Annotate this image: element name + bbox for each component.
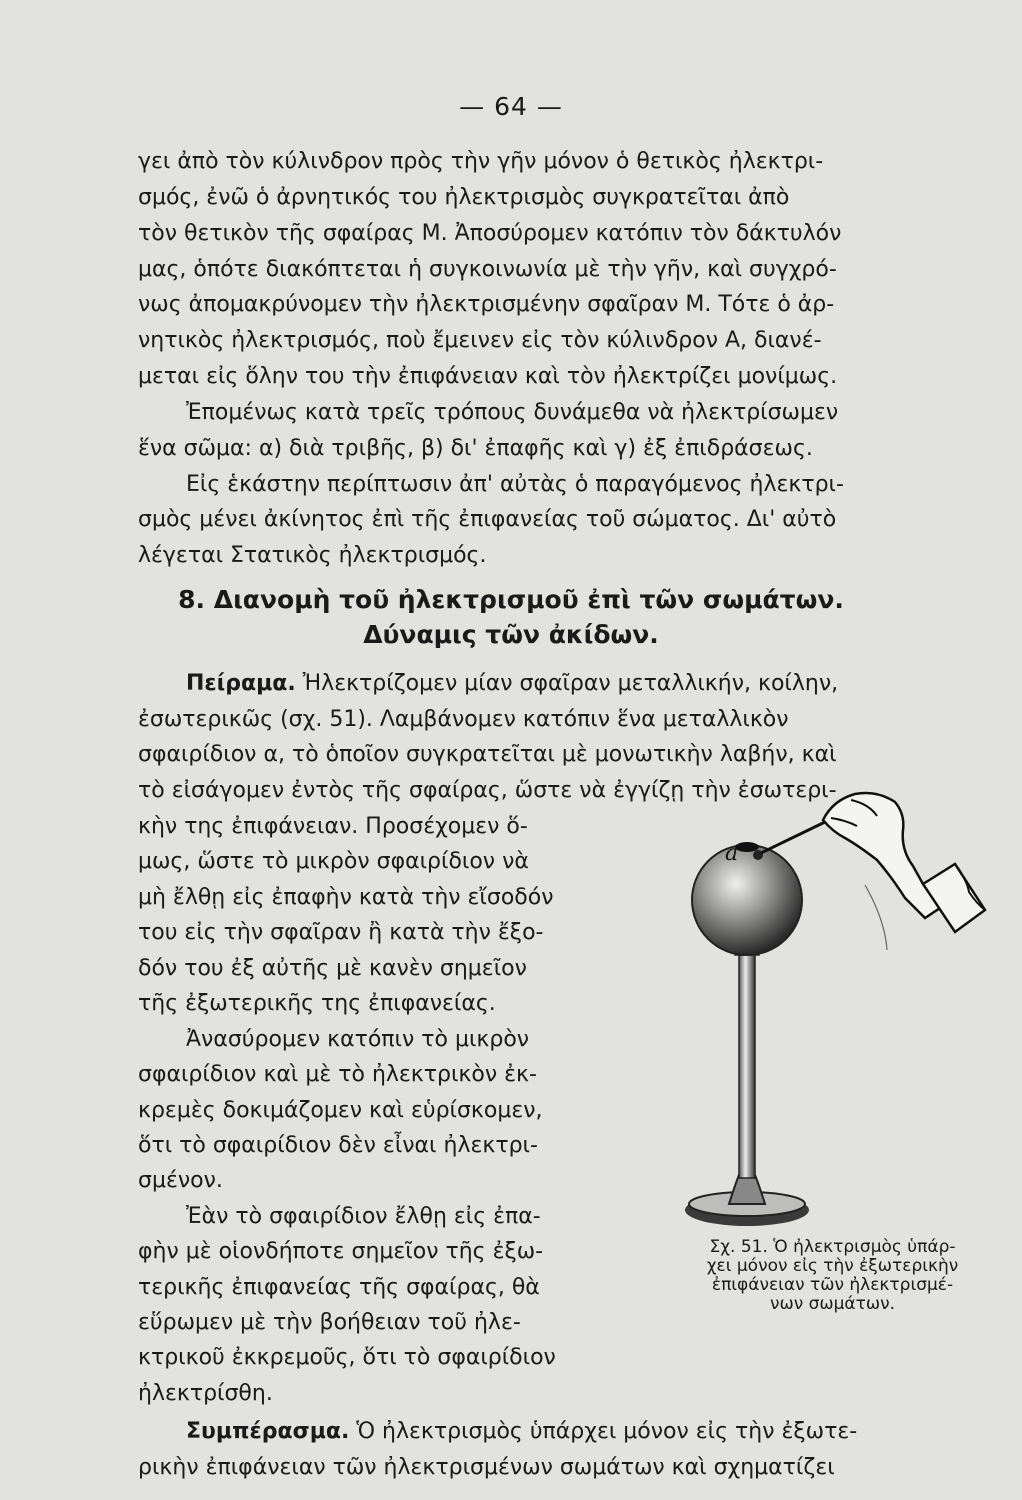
text-line: δόν του ἐξ αὐτῆς μὲ κανὲν σημεῖον xyxy=(138,956,527,981)
conclusion-text: Ὁ ἠλεκτρισμὸς ὑπάρχει μόνον εἰς τὴν ἐξωτε- xyxy=(349,1419,858,1444)
caption-line: νων σωμάτων. xyxy=(769,1294,896,1314)
text-line: ἕνα σῶμα: α) διὰ τριβῆς, β) δι' ἐπαφῆς καὶ γ) ἐξ ἐπιδράσεως. xyxy=(138,436,813,461)
text-line: τῆς ἐξωτερικῆς της ἐπιφανείας. xyxy=(138,991,496,1016)
text-line: εὕρωμεν μὲ τὴν βοήθειαν τοῦ ἠλε- xyxy=(138,1310,521,1335)
caption-line: Σχ. 51. Ὁ ἠλεκτρισμὸς ὑπάρ- xyxy=(709,1237,956,1257)
text-line: του εἰς τὴν σφαῖραν ἢ κατὰ τὴν ἔξο- xyxy=(138,920,544,945)
text-line: ἐσωτερικῶς (σχ. 51). Λαμβάνομεν κατόπιν ἕνα μεταλλικὸν xyxy=(138,707,789,732)
text-line: γει ἀπὸ τὸν κύλινδρον πρὸς τὴν γῆν μόνον ὁ θετικὸς ἠλεκτρι- xyxy=(138,149,824,174)
text-line: ἠλεκτρίσθη. xyxy=(138,1381,273,1406)
text-line: κὴν της ἐπιφάνειαν. Προσέχομεν ὅ- xyxy=(138,814,528,839)
text-line: σφαιρίδιον α, τὸ ὁποῖον συγκρατεῖται μὲ μονωτικὴν λαβήν, καὶ xyxy=(138,742,837,767)
text-line: ὅτι τὸ σφαιρίδιον δὲν εἶναι ἠλεκτρι- xyxy=(138,1133,538,1158)
text-line: σμός, ἐνῶ ὁ ἀρνητικός του ἠλεκτρισμὸς συγκρατεῖται ἀπὸ xyxy=(138,185,790,210)
text-line: Ἐὰν τὸ σφαιρίδιον ἔλθῃ εἰς ἐπα- xyxy=(186,1204,541,1229)
experiment-text: Ἠλεκτρίζομεν μίαν σφαῖραν μεταλλικήν, κοίλην, xyxy=(295,671,839,696)
text-line: μεται εἰς ὅλην του τὴν ἐπιφάνειαν καὶ τὸν ἠλεκτρίζει μονίμως. xyxy=(138,364,838,389)
figure-caption xyxy=(660,1238,1005,1314)
text-line: Ἀνασύρομεν κατόπιν τὸ μικρὸν xyxy=(186,1027,530,1052)
text-line: σμὸς μένει ἀκίνητος ἐπὶ τῆς ἐπιφανείας τοῦ σώματος. Δι' αὐτὸ xyxy=(138,507,837,532)
text-line: σφαιρίδιον καὶ μὲ τὸ ἠλεκτρικὸν ἐκ- xyxy=(138,1062,537,1087)
text-line: φὴν μὲ οἱονδήποτε σημεῖον τῆς ἐξω- xyxy=(138,1239,544,1264)
page-number: — 64 — xyxy=(459,92,563,121)
text-line: Εἰς ἑκάστην περίπτωσιν ἀπ' αὐτὰς ὁ παραγόμενος ἠλεκτρι- xyxy=(186,472,844,497)
sphere-on-stand-illustration xyxy=(655,780,1005,1250)
text-line: μας, ὁπότε διακόπτεται ἡ συγκοινωνία μὲ τὴν γῆν, καὶ συγχρό- xyxy=(138,257,837,282)
text-line: νως ἀπομακρύνομεν τὴν ἠλεκτρισμένην σφαῖραν Μ. Τότε ὁ ἀρ- xyxy=(138,292,835,317)
section-subheading: Δύναμις τῶν ἀκίδων. xyxy=(363,620,659,649)
text-line: μὴ ἔλθῃ εἰς ἐπαφὴν κατὰ τὴν εἴσοδόν xyxy=(138,885,554,910)
text-line: κρεμὲς δοκιμάζομεν καὶ εὑρίσκομεν, xyxy=(138,1098,543,1123)
experiment-label: Πείραμα. xyxy=(186,671,296,696)
figure-label-a: a xyxy=(725,841,739,866)
text-line: νητικὸς ἠλεκτρισμός, ποὺ ἔμεινεν εἰς τὸν κύλινδρον Α, διανέ- xyxy=(138,328,822,353)
caption-line: ἐπιφάνειαν τῶν ἠλεκτρισμέ- xyxy=(711,1275,954,1295)
text-line: τὸ εἰσάγομεν ἐντὸς τῆς σφαίρας, ὥστε νὰ ἐγγίζῃ τὴν ἐσωτερι- xyxy=(138,778,837,803)
text-line: σμένον. xyxy=(138,1168,223,1193)
text-line: τὸν θετικὸν τῆς σφαίρας Μ. Ἀποσύρομεν κατόπιν τὸν δάκτυλόν xyxy=(138,221,842,246)
conclusion-label: Συμπέρασμα. xyxy=(186,1419,350,1444)
text-line: ρικὴν ἐπιφάνειαν τῶν ἠλεκτρισμένων σωμάτων καὶ σχηματίζει xyxy=(138,1455,835,1480)
figure-51 xyxy=(655,780,1005,1250)
conclusion-first-line xyxy=(138,1417,1000,1447)
text-line: κτρικοῦ ἐκκρεμοῦς, ὅτι τὸ σφαιρίδιον xyxy=(138,1345,556,1370)
text-line: Ἐπομένως κατὰ τρεῖς τρόπους δυνάμεθα νὰ ἠλεκτρίσωμεν xyxy=(186,400,839,425)
text-line: λέγεται Στατικὸς ἠλεκτρισμός. xyxy=(138,543,487,568)
caption-line: χει μόνον εἰς τὴν ἐξωτερικὴν xyxy=(706,1256,959,1276)
text-line: μως, ὥστε τὸ μικρὸν σφαιρίδιον νὰ xyxy=(138,849,529,874)
section-heading: 8. Διανομὴ τοῦ ἠλεκτρισμοῦ ἐπὶ τῶν σωμάτων. xyxy=(178,585,844,614)
experiment-first-line xyxy=(138,669,1000,699)
text-line: τερικῆς ἐπιφανείας τῆς σφαίρας, θὰ xyxy=(138,1275,540,1300)
